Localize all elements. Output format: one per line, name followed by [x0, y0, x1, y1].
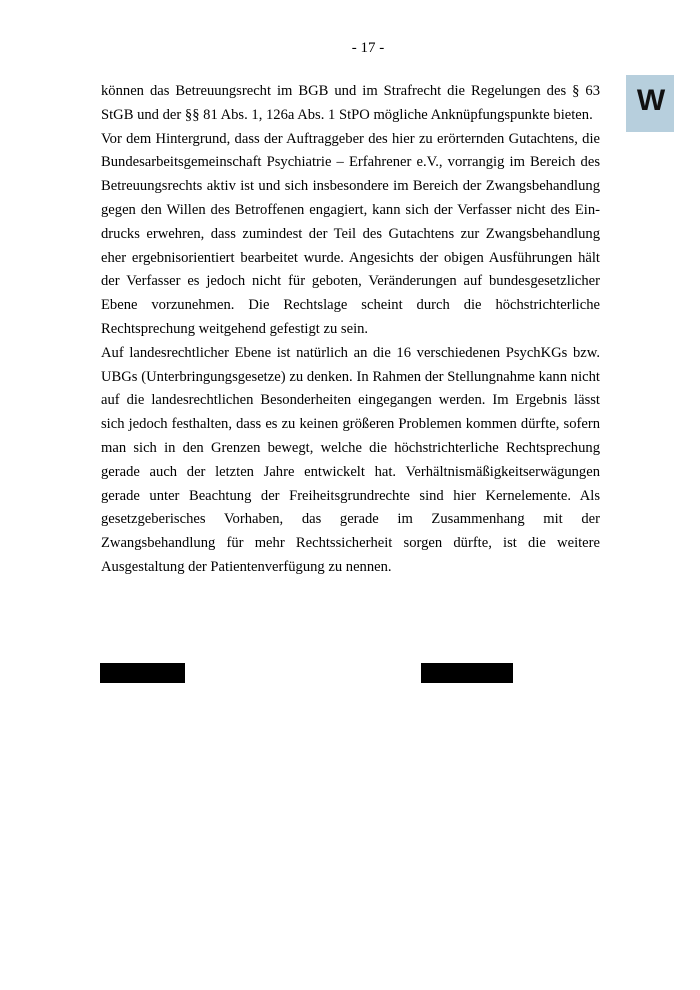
publisher-logo — [626, 75, 674, 132]
paragraph-3: Auf landesrechtlicher Ebene ist natürlich an die 16 verschiedenen PsychKGs bzw. UBGs (Unterbringungsgesetze) zu denken. In Rahmen der Stellungnahme kann nicht auf die landesrechtlichen Besonderheiten eingegangen werden. Im Ergebnis lässt sich jedoch festhalten, dass es zu keinen größeren Problemen kommen dürfte, sofern man sich in den Grenzen bewegt, welche die höchstrichterliche Rechtsprechung gerade auch der letzten Jahre entwickelt hat. Verhältnismäßigkeitserwägungen gerade unter Beachtung der Freiheitsgrundrechte sind hier Kernelemente. Als gesetzgeberisches Vorhaben, das gerade im Zusammenhang mit der Zwangsbehandlung für mehr Rechtssicherheit sorgen dürfte, ist die weitere Ausgestaltung der Patientenverfügung zu nennen. — [101, 344, 600, 575]
logo-letter: W — [636, 83, 664, 117]
redacted-signature-left — [100, 663, 185, 683]
paragraph-2: Vor dem Hintergrund, dass der Auftraggeber des hier zu erörternden Gutachtens, die Bundesarbeitsgemeinschaft Psychiatrie – Erfahrener e.V., vorrangig im Bereich des Betreuungsrechts aktiv ist und sich insbesondere im Bereich der Zwangsbehandlung gegen den Willen des Betroffenen engagiert, kann sich der Verfasser nicht des Eindrucks erwehren, dass zumindest der Teil des Gutachtens zur Zwangsbehandlung eher ergebnisorientiert bearbeitet wurde. Angesichts der obigen Ausführungen hält der Verfasser es jedoch nicht für geboten, Veränderungen auf bundesgesetzlicher Ebene vorzunehmen. Die Rechtslage scheint durch die höchstrichterliche Rechtsprechung weitgehend gefestigt zu sein. — [101, 130, 600, 337]
body-text — [101, 80, 600, 580]
redacted-signature-right — [421, 663, 513, 683]
paragraph-1: können das Betreuungsrecht im BGB und im Strafrecht die Regelungen des § 63 StGB und der §§ 81 Abs. 1, 126a Abs. 1 StPO mögliche Anknüpfungspunkte bieten. — [101, 83, 600, 123]
page-number: - 17 - — [351, 40, 385, 56]
